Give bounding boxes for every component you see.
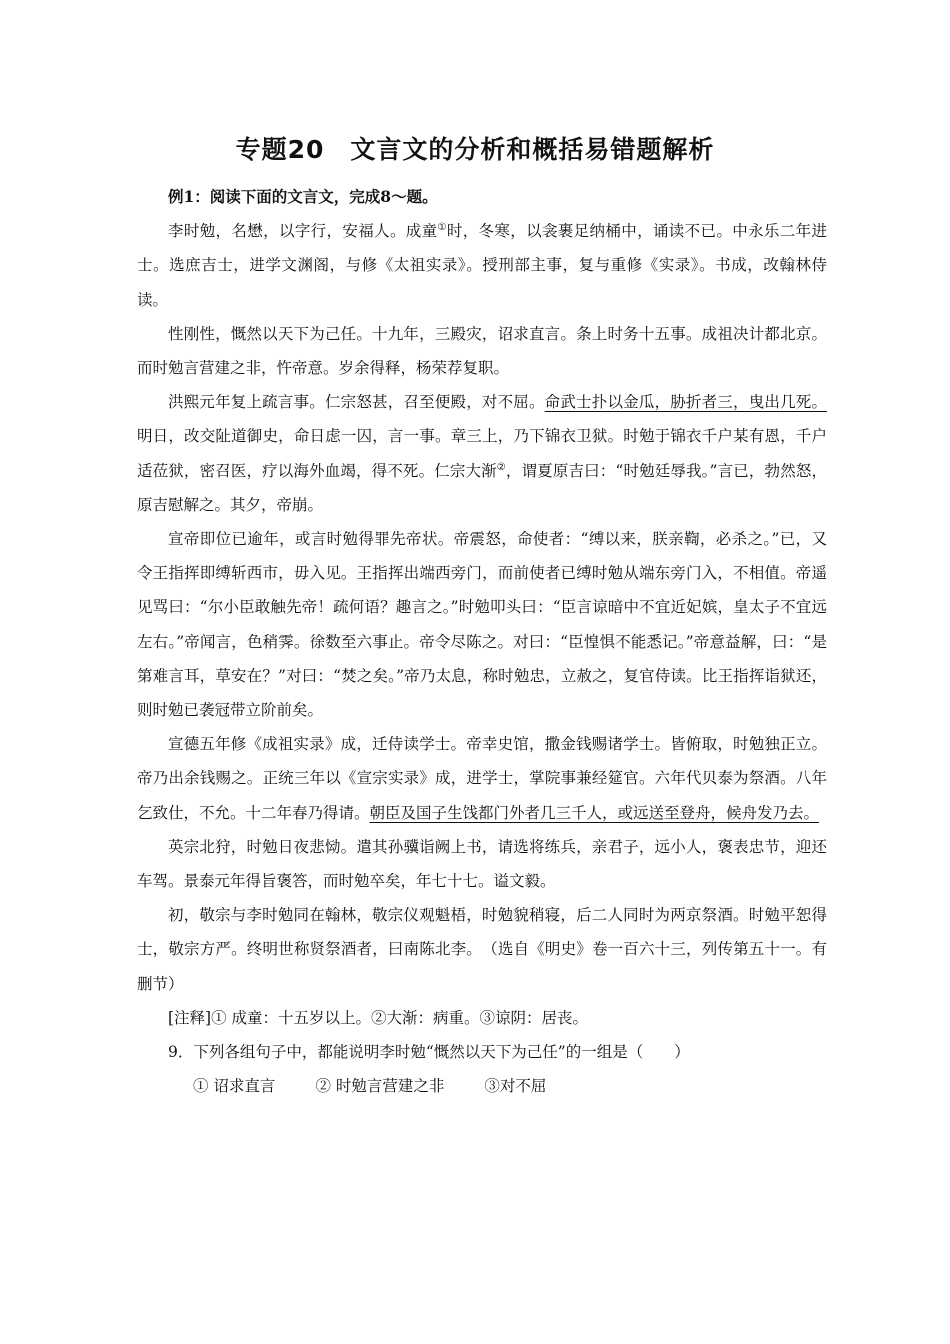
article-body xyxy=(137,180,827,1103)
paragraph-4: 宣帝即位已逾年，或言时勉得罪先帝状。帝震怒，命使者：“缚以来，朕亲鞫，必杀之。”已，又令王指挥即缚斩西市，毋入见。王指挥出端西旁门，而前使者已缚时勉从端东旁门入，不相值。帝遥见骂曰：“尔小臣敢触先帝！疏何语？趣言之。”时勉叩头曰：“臣言谅暗中不宜近妃嫔，皇太子不宜远左右。”帝闻言，色稍霁。徐数至六事止。帝令尽陈之。对曰：“臣惶惧不能悉记。”帝意益解，曰：“是第难言耳，草安在？”对曰：“焚之矣。”帝乃太息，称时勉忠，立赦之，复官侍读。比王指挥诣狱还，则时勉已袭冠带立阶前矣。 xyxy=(137,530,827,720)
footnote-ref-1: ① xyxy=(437,222,447,234)
underlined-sentence-1: 命武士扑以金瓜，胁折者三，曳出几死。 xyxy=(544,393,827,412)
paragraph-6: 英宗北狩，时勉日夜悲恸。遣其孙骥诣阙上书，请选将练兵，亲君子，远小人，褒表忠节，迎还车驾。景泰元年得旨褒答，而时勉卒矣，年七十七。谥文毅。 xyxy=(137,837,827,891)
paragraph-3-part-a: 洪熙元年复上疏言事。仁宗怒甚，召至便殿，对不屈。 xyxy=(168,393,545,412)
question-9: 9．下列各组句子中，都能说明李时勉“慨然以天下为己任”的一组是（ ） xyxy=(168,1043,690,1062)
footnote-ref-2: ② xyxy=(496,461,506,473)
example-label: 例1：阅读下面的文言文，完成8～题。 xyxy=(168,187,438,206)
choice-3: ③对不屈 xyxy=(484,1077,547,1096)
paragraph-2: 性刚性，慨然以天下为己任。十九年，三殿灾，诏求直言。条上时务十五事。成祖决计都北京。而时勉言营建之非，忤帝意。岁余得释，杨荣荐复职。 xyxy=(137,324,827,378)
paragraph-1 xyxy=(137,214,827,317)
underlined-sentence-2: 朝臣及国子生饯都门外者几三千人，或远送至登舟，候舟发乃去。 xyxy=(369,803,820,822)
paragraph-3 xyxy=(137,385,827,522)
paragraph-3-part-b: 明日，改交阯道御史，命日虑一囚，言一事。章三上，乃下锦衣卫狱。时勉于锦衣千户某有恩，千户适莅狱，密召医，疗以海外血竭，得不死。仁宗大渐 xyxy=(137,427,827,480)
choice-1: ① 诏求直言 xyxy=(193,1077,276,1096)
page-title: 专题20 文言文的分析和概括易错题解析 xyxy=(235,135,715,164)
paragraph-1-part-a: 李时勉，名懋，以字行，安福人。成童 xyxy=(168,222,438,241)
choice-2: ② 时勉言营建之非 xyxy=(315,1077,445,1096)
annotation-notes: [注释]① 成童：十五岁以上。②大渐：病重。③谅阴：居丧。 xyxy=(168,1008,589,1027)
paragraph-1-part-b: 时，冬寒，以衾裹足纳桶中，诵读不已。中永乐二年进士。选庶吉士，进学文渊阁，与修《太祖实录》。授刑部主事，复与重修《实录》。书成，改翰林侍读。 xyxy=(137,222,827,309)
question-9-choices xyxy=(137,1069,827,1103)
paragraph-7: 初，敬宗与李时勉同在翰林，敬宗仪观魁梧，时勉貌稍寝，后二人同时为两京祭酒。时勉平恕得士，敬宗方严。终明世称贤祭酒者，曰南陈北李。 （选自《明史》卷一百六十三，列传第五十一。有删节） xyxy=(137,906,827,993)
paragraph-3-part-c: ，谓夏原吉曰：“时勉廷辱我。”言已，勃然怒，原吉慰解之。其夕，帝崩。 xyxy=(137,461,827,514)
paragraph-5 xyxy=(137,727,827,830)
paragraph-5-part-a: 宣德五年修《成祖实录》成，迁侍读学士。帝幸史馆，撒金钱赐诸学士。皆俯取，时勉独正立。帝乃出余钱赐之。正统三年以《宣宗实录》成，进学士，掌院事兼经筵官。六年代贝泰为祭酒。八年乞致仕，不允。十二年春乃得请。 xyxy=(137,735,827,822)
